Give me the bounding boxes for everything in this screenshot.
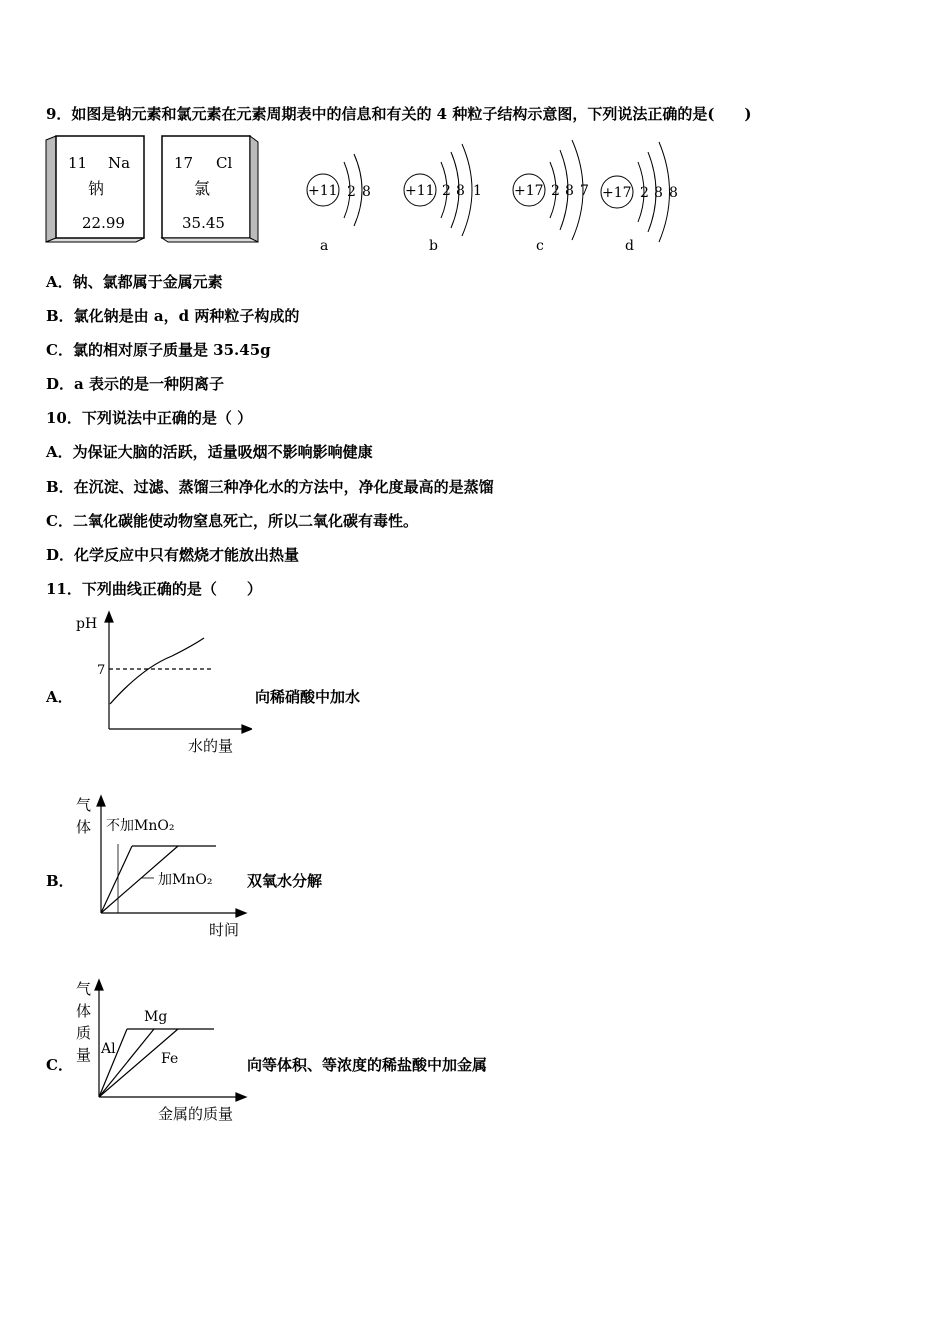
cl-mass: 35.45 [182, 214, 225, 232]
particle-b-shell-3: 1 [473, 183, 482, 199]
graph-b-curve-no-catalyst: 不加MnO₂ [106, 818, 175, 834]
graph-a-y-label: pH [76, 616, 98, 632]
particle-c-shell-1: 2 [551, 183, 560, 199]
q9-stem: 9．如图是钠元素和氯元素在元素周期表中的信息和有关的 4 种粒子结构示意图，下列说法正确的是( ) [46, 105, 752, 123]
q10-stem: 10．下列说法中正确的是（ ） [46, 409, 253, 427]
particle-d-shell-3: 8 [669, 185, 678, 201]
q11-graph-a [72, 608, 252, 758]
particle-b-shell-1: 2 [442, 183, 451, 199]
graph-c-label-fe: Fe [161, 1051, 179, 1067]
particle-a-nucleus: +11 [308, 183, 338, 199]
particle-c-nucleus: +17 [514, 183, 544, 199]
q10-option-a[interactable]: A．为保证大脑的活跃，适量吸烟不影响影响健康 [46, 443, 373, 461]
q11-option-c-letter[interactable]: C． [46, 1056, 73, 1074]
q11-option-b-letter[interactable]: B． [46, 872, 74, 890]
particle-b-shell-2: 8 [456, 183, 465, 199]
particle-d-label: d [625, 238, 634, 254]
q10-option-d[interactable]: D．化学反应中只有燃烧才能放出热量 [46, 546, 300, 564]
particle-structure-diagrams [296, 134, 696, 259]
na-symbol: Na [108, 154, 131, 172]
particle-d-shell-1: 2 [640, 185, 649, 201]
particle-c-shell-2: 8 [565, 183, 574, 199]
particle-c-label: c [536, 238, 544, 254]
graph-c-x-label: 金属的质量 [158, 1105, 234, 1123]
graph-c-y-label-3: 质 [76, 1024, 92, 1042]
graph-a-tick-7: 7 [97, 663, 106, 678]
periodic-table-tiles [44, 134, 264, 249]
q9-option-b[interactable]: B．氯化钠是由 a，d 两种粒子构成的 [46, 307, 300, 325]
graph-a-x-label: 水的量 [188, 737, 234, 755]
q11-option-a-letter[interactable]: A． [46, 688, 73, 706]
q11-option-b-caption: 双氧水分解 [247, 872, 323, 890]
graph-c-y-label-2: 体 [76, 1002, 92, 1020]
particle-a-shell-2: 8 [362, 184, 371, 200]
q10-option-b[interactable]: B．在沉淀、过滤、蒸馏三种净化水的方法中，净化度最高的是蒸馏 [46, 478, 494, 496]
graph-b-y-label-2: 体 [76, 818, 92, 836]
graph-c-y-label-1: 气 [76, 980, 92, 998]
graph-b-curve-catalyst: 加MnO₂ [158, 872, 213, 888]
na-mass: 22.99 [82, 214, 125, 232]
q11-option-c-caption: 向等体积、等浓度的稀盐酸中加金属 [247, 1056, 488, 1074]
graph-c-label-al: Al [101, 1041, 116, 1057]
cl-symbol: Cl [216, 154, 233, 172]
cl-name: 氯 [194, 179, 211, 198]
q10-option-c[interactable]: C．二氧化碳能使动物窒息死亡，所以二氧化碳有毒性。 [46, 512, 418, 530]
particle-c-shell-3: 7 [580, 183, 589, 199]
graph-b-y-label-1: 气 [76, 796, 92, 814]
na-tile [46, 136, 144, 242]
particle-b-nucleus: +11 [405, 183, 435, 199]
q9-option-c[interactable]: C．氯的相对原子质量是 35.45g [46, 341, 271, 359]
q11-graph-b [72, 792, 252, 942]
q11-graph-c [72, 976, 252, 1126]
q11-stem: 11．下列曲线正确的是（ ） [46, 580, 262, 598]
particle-d-nucleus: +17 [602, 185, 632, 201]
q9-option-a[interactable]: A．钠、氯都属于金属元素 [46, 273, 223, 291]
particle-b-label: b [429, 238, 438, 254]
cl-number: 17 [174, 154, 194, 172]
graph-c-y-label-4: 量 [76, 1046, 92, 1064]
q9-option-d[interactable]: D．a 表示的是一种阴离子 [46, 375, 224, 393]
particle-d-shell-2: 8 [654, 185, 663, 201]
cl-tile [162, 136, 258, 242]
graph-b-x-label: 时间 [209, 921, 240, 939]
graph-c-label-mg: Mg [144, 1009, 168, 1025]
particle-a-shell-1: 2 [347, 184, 356, 200]
particle-a-label: a [320, 238, 329, 254]
na-number: 11 [68, 154, 88, 172]
q11-option-a-caption: 向稀硝酸中加水 [255, 688, 361, 706]
na-name: 钠 [88, 179, 105, 198]
